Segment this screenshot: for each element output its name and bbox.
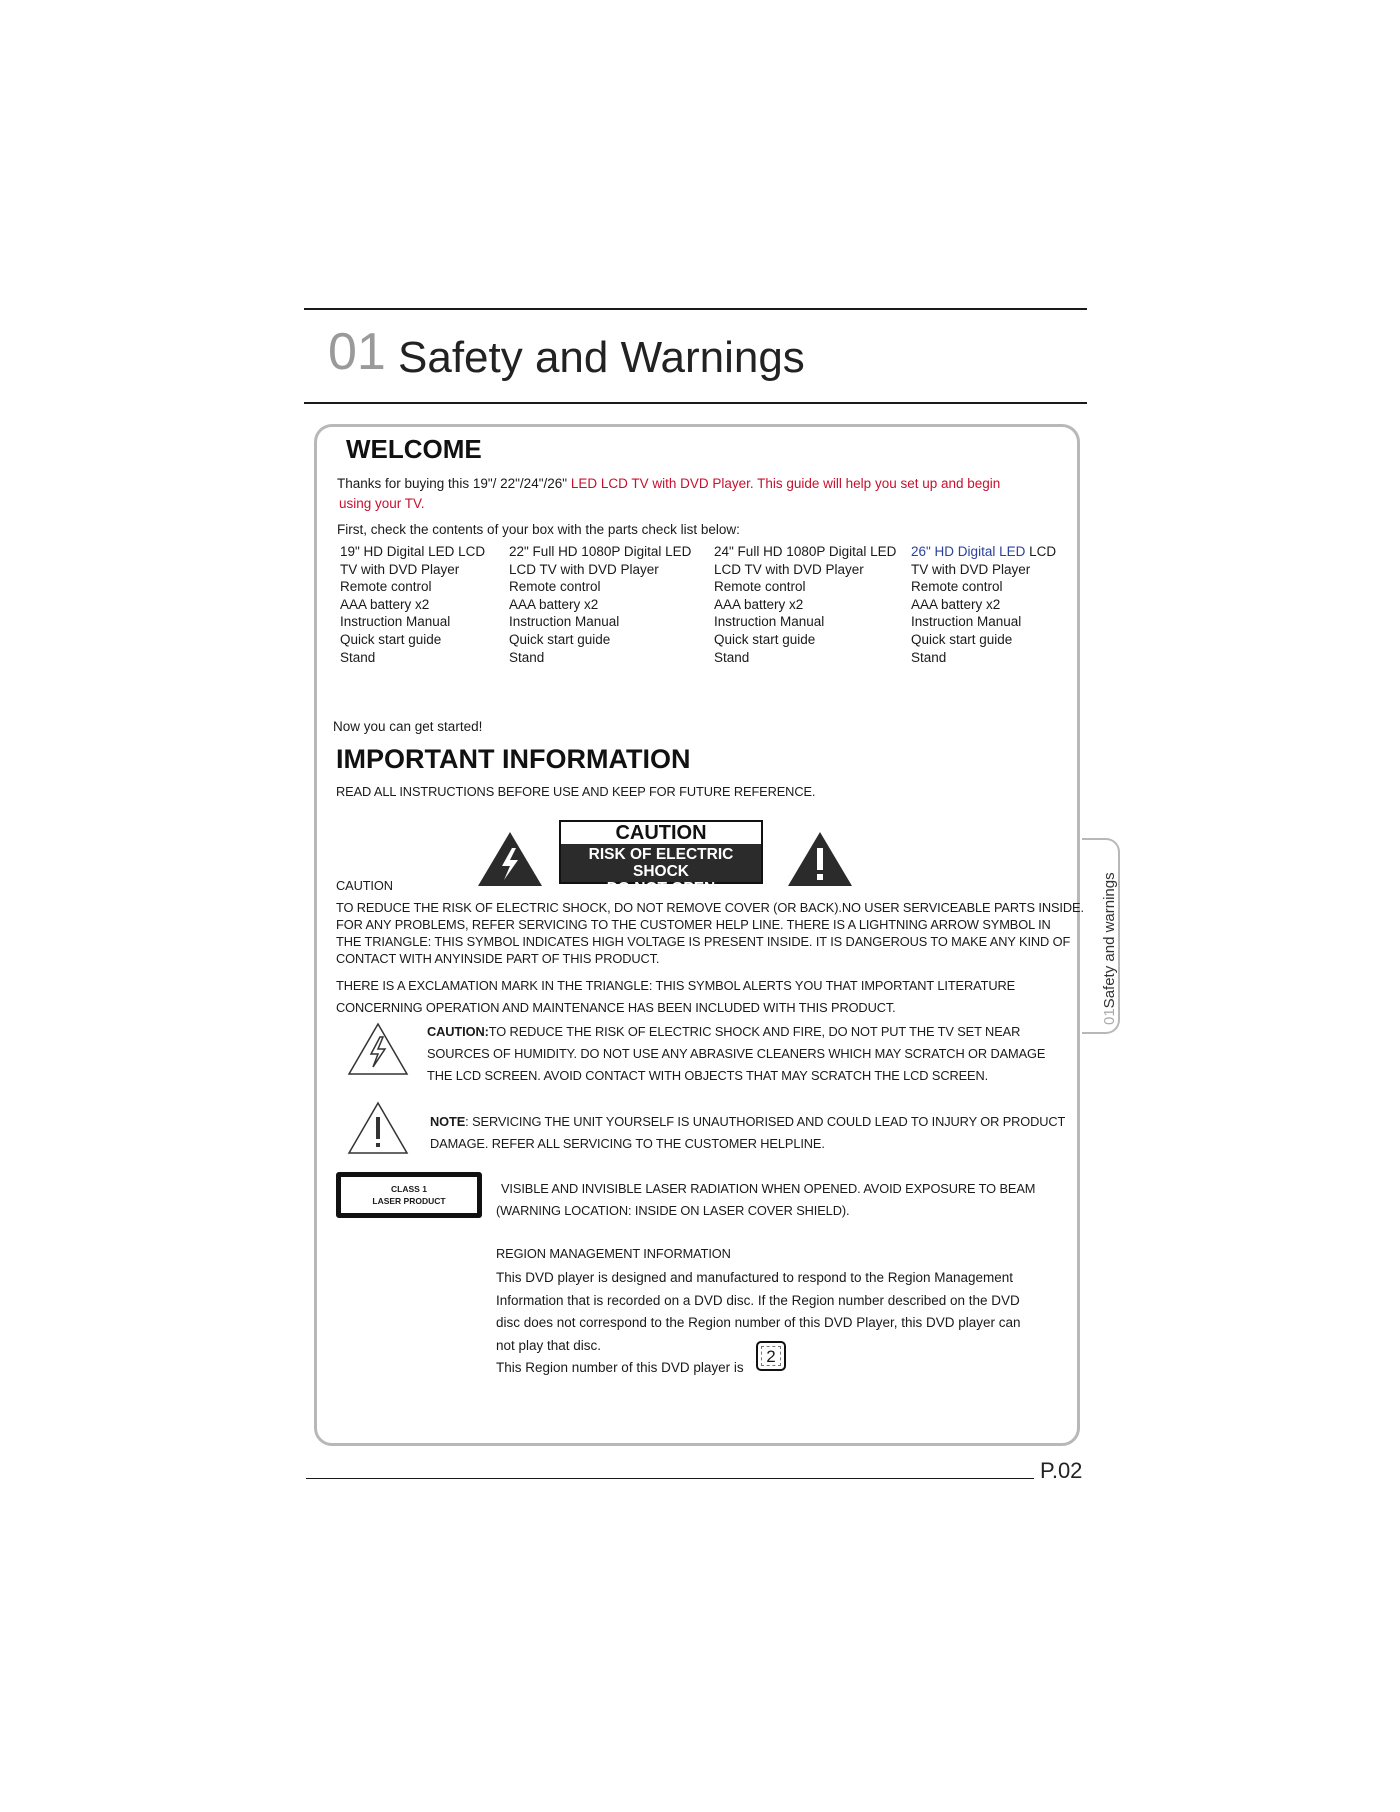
region-number: 2 (761, 1346, 781, 1366)
list-item: AAA battery x2 (714, 596, 804, 612)
header-bottom-rule (304, 402, 1087, 404)
list-item: LCD TV with DVD Player (714, 561, 864, 577)
list-item: AAA battery x2 (340, 596, 430, 612)
check-line: First, check the contents of your box with the parts check list below: (337, 522, 740, 537)
laser-class-label (336, 1172, 482, 1218)
important-heading: IMPORTANT INFORMATION (336, 744, 691, 774)
list-item: 22" Full HD 1080P Digital LED (509, 544, 692, 559)
region-line: This DVD player is designed and manufactured to respond to the Region Management (496, 1270, 1014, 1285)
caution-sign-body (561, 844, 761, 897)
model-rest: LCD (1025, 544, 1057, 559)
lightning-outline-icon (346, 1021, 410, 1077)
region-line: not play that disc. (496, 1337, 602, 1353)
caution-label: CAUTION (336, 878, 393, 893)
region-line: disc does not correspond to the Region number of this DVD Player, this DVD player can (496, 1315, 1021, 1330)
page-number: P.02 (1040, 1458, 1083, 1483)
caution-block-label: CAUTION: (427, 1024, 489, 1039)
thanks-highlight: LED LCD TV with DVD Player. This guide will help you set up and begin (570, 476, 1001, 491)
caution-sign (559, 820, 763, 897)
list-item: Stand (509, 649, 545, 665)
side-tab-text: Safety and warnings (1101, 872, 1118, 1009)
laser-warning (496, 1178, 1035, 1222)
list-item: Stand (911, 649, 947, 665)
list-item: Stand (340, 649, 376, 665)
laser-label-line-1: CLASS 1 (391, 1184, 427, 1194)
list-item: Quick start guide (509, 631, 611, 647)
list-item: 24" Full HD 1080P Digital LED (714, 544, 897, 559)
paragraph-line: TO REDUCE THE RISK OF ELECTRIC SHOCK, DO NOT REMOVE COVER (OR BACK).NO USER SERVICEABLE PARTS INSIDE. (336, 900, 1084, 915)
list-item: Remote control (509, 579, 601, 595)
paragraph-line: CONTACT WITH ANYINSIDE PART OF THIS PRODUCT. (336, 951, 660, 966)
parts-column-22 (509, 543, 691, 666)
model-highlight: 26" HD Digital LED (911, 544, 1026, 559)
caution-sign-line-2: DO NOT OPEN (606, 880, 716, 897)
note-line-1 (430, 1111, 1065, 1133)
parts-column-24 (714, 543, 896, 666)
thanks-line-1 (337, 475, 1077, 492)
caution-block-text: TO REDUCE THE RISK OF ELECTRIC SHOCK AND FIRE, DO NOT PUT THE TV SET NEAR (488, 1024, 1021, 1039)
list-item (911, 543, 1056, 561)
list-item: Remote control (911, 579, 1003, 595)
exclamation-paragraph (336, 975, 1015, 1019)
list-item: Quick start guide (911, 631, 1013, 647)
read-all-text: READ ALL INSTRUCTIONS BEFORE USE AND KEEP FOR FUTURE REFERENCE. (336, 784, 816, 799)
thanks-line-2: using your TV. (339, 496, 425, 511)
exclamation-warning-icon (786, 830, 854, 888)
caution-sign-title: CAUTION (615, 822, 707, 844)
paragraph-line: CONCERNING OPERATION AND MAINTENANCE HAS BEEN INCLUDED WITH THIS PRODUCT. (336, 1000, 896, 1015)
list-item: AAA battery x2 (911, 596, 1001, 612)
laser-label-line-2: LASER PRODUCT (372, 1196, 446, 1206)
region-heading: REGION MANAGEMENT INFORMATION (496, 1246, 731, 1261)
lightning-warning-icon (476, 830, 544, 888)
list-item: Quick start guide (340, 631, 442, 647)
note-text: : SERVICING THE UNIT YOURSELF IS UNAUTHORISED AND COULD LEAD TO INJURY OR PRODUCT (465, 1114, 1066, 1129)
laser-line-1: VISIBLE AND INVISIBLE LASER RADIATION WHEN OPENED. AVOID EXPOSURE TO BEAM (501, 1181, 1036, 1196)
caution-block-line-3: THE LCD SCREEN. AVOID CONTACT WITH OBJECTS THAT MAY SCRATCH THE LCD SCREEN. (427, 1068, 989, 1083)
list-item: Remote control (714, 579, 806, 595)
exclamation-outline-icon (346, 1100, 410, 1156)
region-line: Information that is recorded on a DVD disc. If the Region number described on the DVD (496, 1292, 1020, 1308)
side-tab-number: 01 (1101, 1008, 1118, 1025)
paragraph-line: THERE IS A EXCLAMATION MARK IN THE TRIANGLE: THIS SYMBOL ALERTS YOU THAT IMPORTANT LITERATURE (336, 978, 1016, 993)
region-number-line: This Region number of this DVD player is (496, 1360, 744, 1375)
note-line-2: DAMAGE. REFER ALL SERVICING TO THE CUSTOMER HELPLINE. (430, 1136, 825, 1151)
list-item: TV with DVD Player (340, 561, 460, 577)
caution-block-line-2: SOURCES OF HUMIDITY. DO NOT USE ANY ABRASIVE CLEANERS WHICH MAY SCRATCH OR DAMAGE (427, 1046, 1046, 1061)
footer-rule (306, 1478, 1034, 1479)
list-item: Instruction Manual (714, 614, 825, 630)
welcome-heading: WELCOME (346, 434, 482, 464)
list-item: AAA battery x2 (509, 596, 599, 612)
page-title: Safety and Warnings (398, 333, 805, 382)
list-item: Quick start guide (714, 631, 816, 647)
thanks-text: Thanks for buying this 19"/ 22"/24"/26" (337, 476, 571, 491)
caution-sign-line-1: RISK OF ELECTRIC SHOCK (588, 846, 734, 880)
header-top-rule (304, 308, 1087, 310)
chapter-number: 01 (328, 323, 386, 381)
paragraph-line: FOR ANY PROBLEMS, REFER SERVICING TO THE CUSTOMER HELP LINE. THERE IS A LIGHTNING ARROW SYMBOL IN (336, 917, 1051, 932)
list-item: Instruction Manual (911, 614, 1022, 630)
list-item: Remote control (340, 579, 432, 595)
note-label: NOTE (430, 1114, 466, 1129)
laser-line-2: (WARNING LOCATION: INSIDE ON LASER COVER SHIELD). (496, 1203, 850, 1218)
paragraph-line: THE TRIANGLE: THIS SYMBOL INDICATES HIGH VOLTAGE IS PRESENT INSIDE. IT IS DANGEROUS TO MAKE ANY KIND OF (336, 934, 1071, 949)
note-block (430, 1111, 1065, 1155)
list-item: Instruction Manual (509, 614, 620, 630)
get-started-text: Now you can get started! (333, 719, 483, 734)
caution-block (427, 1021, 1045, 1087)
list-item: Stand (714, 649, 750, 665)
list-item: 19" HD Digital LED LCD (340, 544, 486, 559)
side-tab-label (1101, 872, 1119, 1025)
region-number-badge (756, 1341, 786, 1371)
list-item: TV with DVD Player (911, 561, 1031, 577)
list-item: LCD TV with DVD Player (509, 561, 659, 577)
caution-paragraph (336, 899, 1084, 967)
parts-column-26 (911, 543, 1056, 666)
parts-column-19 (340, 543, 485, 666)
caution-block-line-1 (427, 1021, 1045, 1043)
list-item: Instruction Manual (340, 614, 451, 630)
